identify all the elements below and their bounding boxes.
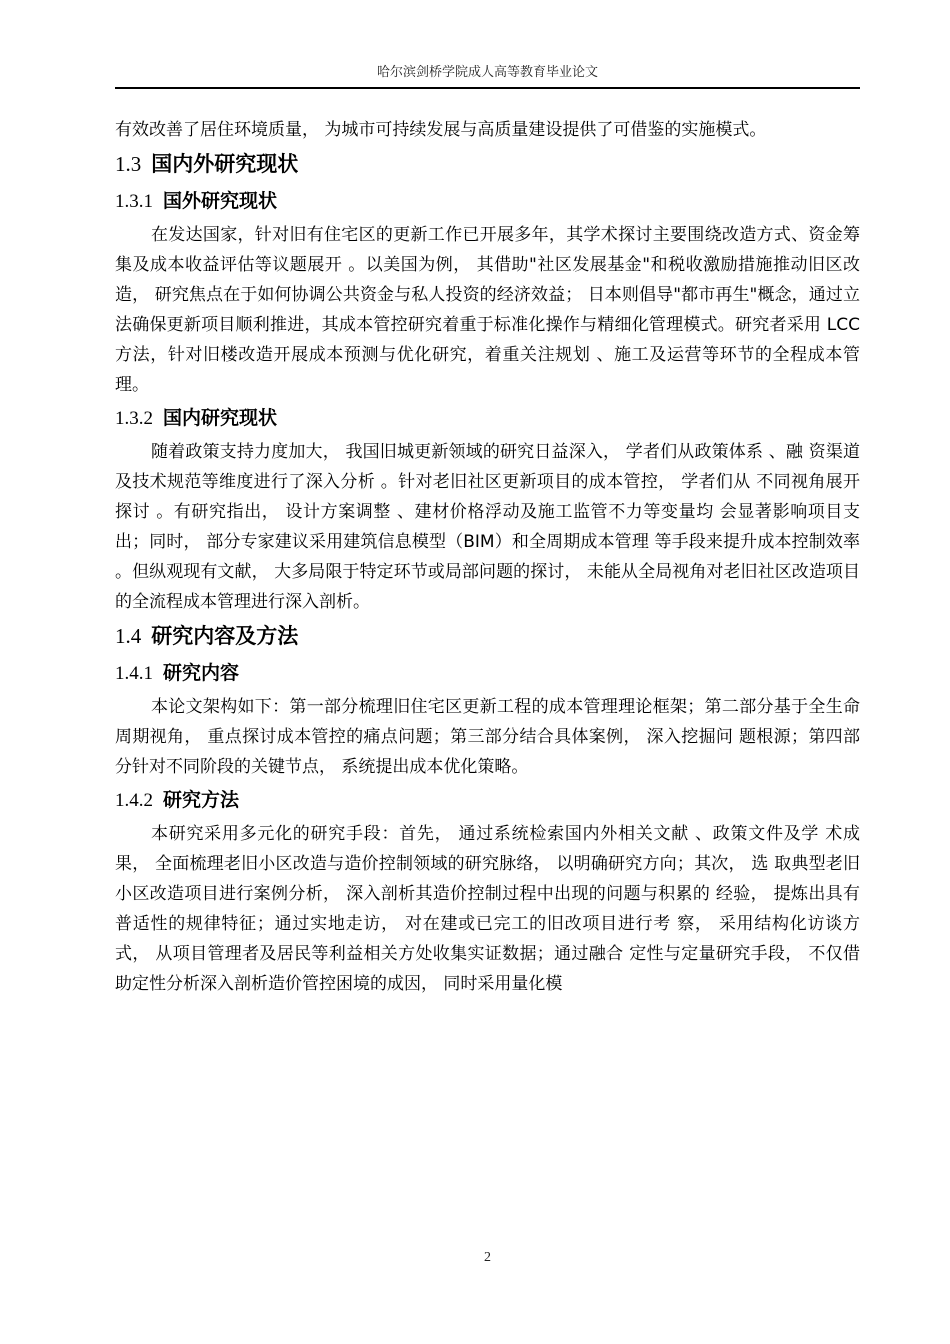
subsection-title: 研究方法	[163, 789, 240, 811]
intro-paragraph: 有效改善了居住环境质量， 为城市可持续发展与高质量建设提供了可借鉴的实施模式。	[115, 120, 767, 140]
section-heading-1-3	[115, 147, 860, 181]
paragraph-domestic-research: 随着政策支持力度加大， 我国旧城更新领域的研究日益深入， 学者们从政策体系 、融 资渠道及技术规范等维度进行了深入分析 。针对老旧社区更新项目的成本管控， 学者们从 不同视角展开探讨 。有研究指出， 设计方案调整 、建材价格浮动及施工监管不力等变量均 会显著影响项目支出；同时， 部分专家建议采用建筑信息模型（BIM）和全周期成本管理 等手段来提升成本控制效率 。但纵观现有文献， 大多局限于特定环节或局部问题的探讨， 未能从全局视角对老旧社区改造项目的全流程成本管理进行深入剖析。	[115, 442, 860, 612]
section-title: 研究内容及方法	[151, 624, 299, 648]
subsection-heading-1-4-1	[115, 657, 860, 690]
subsection-title: 国外研究现状	[163, 190, 278, 212]
page-content	[115, 115, 860, 999]
paragraph-research-methods: 本研究采用多元化的研究手段：首先， 通过系统检索国内外相关文献 、政策文件及学 术成果， 全面梳理老旧小区改造与造价控制领域的研究脉络， 以明确研究方向；其次， 选 取典型老旧小区改造项目进行案例分析， 深入剖析其造价控制过程中出现的问题与积累的 经验， 提炼出具有普适性的规律特征；通过实地走访， 对在建或已完工的旧改项目进行考 察， 采用结构化访谈方式， 从项目管理者及居民等利益相关方处收集实证数据；通过融合 定性与定量研究手段， 不仅借助定性分析深入剖析造价管控困境的成因， 同时采用量化模	[115, 824, 860, 994]
section-title: 国内外研究现状	[151, 152, 299, 176]
subsection-heading-1-4-2	[115, 784, 860, 817]
paragraph-research-content: 本论文架构如下：第一部分梳理旧住宅区更新工程的成本管理理论框架；第二部分基于全生命周期视角， 重点探讨成本管控的痛点问题；第三部分结合具体案例， 深入挖掘问 题根源；第四部分针对不同阶段的关键节点， 系统提出成本优化策略。	[115, 697, 860, 777]
section-number: 1.4	[115, 624, 142, 648]
page-number: 2	[484, 1250, 491, 1265]
section-heading-1-4	[115, 619, 860, 653]
subsection-number: 1.3.2	[115, 408, 153, 429]
subsection-heading-1-3-1	[115, 185, 860, 218]
subsection-heading-1-3-2	[115, 402, 860, 435]
running-header: 哈尔滨剑桥学院成人高等教育毕业论文	[376, 65, 598, 80]
section-number: 1.3	[115, 152, 142, 176]
subsection-number: 1.4.2	[115, 790, 153, 811]
header-rule	[115, 87, 860, 89]
subsection-title: 研究内容	[163, 662, 240, 684]
subsection-number: 1.3.1	[115, 191, 153, 212]
subsection-number: 1.4.1	[115, 663, 153, 684]
paragraph-foreign-research: 在发达国家，针对旧有住宅区的更新工作已开展多年，其学术探讨主要围绕改造方式、资金筹集及成本收益评估等议题展开 。以美国为例， 其借助"社区发展基金"和税收激励措施推动旧区改造， 研究焦点在于如何协调公共资金与私人投资的经济效益； 日本则倡导"都市再生"概念，通过立法确保更新项目顺利推进，其成本管控研究着重于标准化操作与精细化管理模式。研究者采用 LCC 方法，针对旧楼改造开展成本预测与优化研究，着重关注规划 、施工及运营等环节的全程成本管理。	[115, 225, 860, 395]
subsection-title: 国内研究现状	[163, 407, 278, 429]
